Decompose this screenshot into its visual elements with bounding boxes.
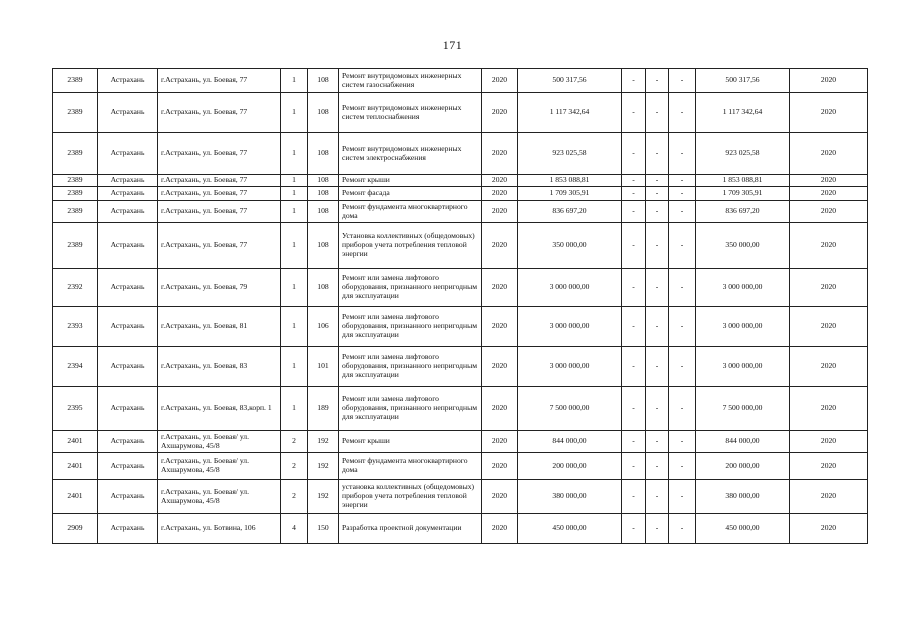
floors-cell: 1 [281, 133, 308, 175]
total-cost-cell: 350 000,00 [696, 223, 790, 269]
year-cell: 2020 [482, 175, 518, 187]
apartments-cell: 108 [308, 69, 339, 93]
completion-year-cell: 2020 [790, 431, 868, 453]
apartments-cell: 108 [308, 201, 339, 223]
dash-cell-1: - [622, 201, 646, 223]
row-number: 2389 [53, 201, 98, 223]
floors-cell: 1 [281, 387, 308, 431]
year-cell: 2020 [482, 453, 518, 480]
row-number: 2401 [53, 453, 98, 480]
dash-cell-3: - [669, 187, 696, 201]
total-cost-cell: 200 000,00 [696, 453, 790, 480]
dash-cell-3: - [669, 431, 696, 453]
total-cost-cell: 844 000,00 [696, 431, 790, 453]
address-cell: г.Астрахань, ул. Боевая, 77 [158, 93, 281, 133]
city-cell: Астрахань [98, 514, 158, 544]
completion-year-cell: 2020 [790, 133, 868, 175]
year-cell: 2020 [482, 93, 518, 133]
floors-cell: 2 [281, 431, 308, 453]
city-cell: Астрахань [98, 223, 158, 269]
floors-cell: 1 [281, 187, 308, 201]
dash-cell-3: - [669, 201, 696, 223]
work-type-cell: Ремонт внутридомовых инженерных систем электроснабжения [339, 133, 482, 175]
year-cell: 2020 [482, 307, 518, 347]
work-type-cell: Ремонт фасада [339, 187, 482, 201]
row-number: 2395 [53, 387, 98, 431]
floors-cell: 2 [281, 480, 308, 514]
completion-year-cell: 2020 [790, 93, 868, 133]
total-cost-cell: 836 697,20 [696, 201, 790, 223]
address-cell: г.Астрахань, ул. Боевая/ ул. Ахшарумова, 45/8 [158, 453, 281, 480]
row-number: 2401 [53, 431, 98, 453]
address-cell: г.Астрахань, ул. Боевая, 83 [158, 347, 281, 387]
city-cell: Астрахань [98, 269, 158, 307]
table-row [53, 347, 868, 387]
city-cell: Астрахань [98, 480, 158, 514]
completion-year-cell: 2020 [790, 347, 868, 387]
table-row [53, 387, 868, 431]
total-cost-cell: 923 025,58 [696, 133, 790, 175]
dash-cell-1: - [622, 307, 646, 347]
year-cell: 2020 [482, 187, 518, 201]
address-cell: г.Астрахань, ул. Боевая, 77 [158, 201, 281, 223]
apartments-cell: 108 [308, 187, 339, 201]
dash-cell-2: - [646, 175, 669, 187]
dash-cell-1: - [622, 453, 646, 480]
dash-cell-3: - [669, 307, 696, 347]
address-cell: г.Астрахань, ул. Боевая, 77 [158, 187, 281, 201]
total-cost-cell: 1 117 342,64 [696, 93, 790, 133]
dash-cell-3: - [669, 347, 696, 387]
cost-cell: 450 000,00 [518, 514, 622, 544]
completion-year-cell: 2020 [790, 307, 868, 347]
total-cost-cell: 1 709 305,91 [696, 187, 790, 201]
dash-cell-3: - [669, 453, 696, 480]
table-row [53, 69, 868, 93]
address-cell: г.Астрахань, ул. Ботвина, 106 [158, 514, 281, 544]
year-cell: 2020 [482, 514, 518, 544]
table-row [53, 93, 868, 133]
completion-year-cell: 2020 [790, 187, 868, 201]
apartments-cell: 192 [308, 453, 339, 480]
year-cell: 2020 [482, 269, 518, 307]
floors-cell: 2 [281, 453, 308, 480]
city-cell: Астрахань [98, 453, 158, 480]
city-cell: Астрахань [98, 93, 158, 133]
dash-cell-1: - [622, 347, 646, 387]
dash-cell-3: - [669, 387, 696, 431]
total-cost-cell: 7 500 000,00 [696, 387, 790, 431]
row-number: 2389 [53, 187, 98, 201]
dash-cell-2: - [646, 480, 669, 514]
work-type-cell: Разработка проектной документации [339, 514, 482, 544]
work-type-cell: Ремонт крыши [339, 431, 482, 453]
apartments-cell: 108 [308, 269, 339, 307]
address-cell: г.Астрахань, ул. Боевая, 77 [158, 133, 281, 175]
year-cell: 2020 [482, 480, 518, 514]
row-number: 2389 [53, 175, 98, 187]
table-row [53, 175, 868, 187]
row-number: 2394 [53, 347, 98, 387]
completion-year-cell: 2020 [790, 175, 868, 187]
cost-cell: 3 000 000,00 [518, 269, 622, 307]
floors-cell: 1 [281, 269, 308, 307]
cost-cell: 500 317,56 [518, 69, 622, 93]
total-cost-cell: 380 000,00 [696, 480, 790, 514]
dash-cell-1: - [622, 175, 646, 187]
cost-cell: 1 709 305,91 [518, 187, 622, 201]
cost-cell: 844 000,00 [518, 431, 622, 453]
work-type-cell: Ремонт внутридомовых инженерных систем теплоснабжения [339, 93, 482, 133]
total-cost-cell: 450 000,00 [696, 514, 790, 544]
work-type-cell: Ремонт или замена лифтового оборудования, признанного непригодным для эксплуатации [339, 307, 482, 347]
completion-year-cell: 2020 [790, 480, 868, 514]
address-cell: г.Астрахань, ул. Боевая, 77 [158, 69, 281, 93]
dash-cell-1: - [622, 269, 646, 307]
dash-cell-2: - [646, 201, 669, 223]
row-number: 2909 [53, 514, 98, 544]
dash-cell-1: - [622, 69, 646, 93]
row-number: 2389 [53, 223, 98, 269]
table-row [53, 187, 868, 201]
year-cell: 2020 [482, 69, 518, 93]
cost-cell: 836 697,20 [518, 201, 622, 223]
city-cell: Астрахань [98, 201, 158, 223]
dash-cell-2: - [646, 307, 669, 347]
floors-cell: 1 [281, 93, 308, 133]
dash-cell-2: - [646, 223, 669, 269]
work-type-cell: Ремонт крыши [339, 175, 482, 187]
work-type-cell: Ремонт фундамента многоквартирного дома [339, 201, 482, 223]
address-cell: г.Астрахань, ул. Боевая, 77 [158, 175, 281, 187]
dash-cell-1: - [622, 187, 646, 201]
address-cell: г.Астрахань, ул. Боевая, 81 [158, 307, 281, 347]
floors-cell: 1 [281, 201, 308, 223]
work-type-cell: Ремонт или замена лифтового оборудования, признанного непригодным для эксплуатации [339, 269, 482, 307]
dash-cell-1: - [622, 431, 646, 453]
table-row [53, 307, 868, 347]
dash-cell-3: - [669, 133, 696, 175]
address-cell: г.Астрахань, ул. Боевая, 77 [158, 223, 281, 269]
cost-cell: 350 000,00 [518, 223, 622, 269]
address-cell: г.Астрахань, ул. Боевая/ ул. Ахшарумова, 45/8 [158, 480, 281, 514]
dash-cell-3: - [669, 223, 696, 269]
cost-cell: 7 500 000,00 [518, 387, 622, 431]
cost-cell: 380 000,00 [518, 480, 622, 514]
floors-cell: 4 [281, 514, 308, 544]
work-type-cell: Ремонт или замена лифтового оборудования, признанного непригодным для эксплуатации [339, 387, 482, 431]
city-cell: Астрахань [98, 431, 158, 453]
dash-cell-1: - [622, 387, 646, 431]
work-type-cell: Ремонт фундамента многоквартирного дома [339, 453, 482, 480]
year-cell: 2020 [482, 201, 518, 223]
completion-year-cell: 2020 [790, 269, 868, 307]
work-type-cell: Установка коллективных (общедомовых) приборов учета потребления тепловой энергии [339, 223, 482, 269]
cost-cell: 3 000 000,00 [518, 347, 622, 387]
apartments-cell: 192 [308, 431, 339, 453]
completion-year-cell: 2020 [790, 223, 868, 269]
apartments-cell: 108 [308, 223, 339, 269]
completion-year-cell: 2020 [790, 201, 868, 223]
completion-year-cell: 2020 [790, 514, 868, 544]
year-cell: 2020 [482, 347, 518, 387]
table-row [53, 480, 868, 514]
dash-cell-3: - [669, 93, 696, 133]
dash-cell-3: - [669, 514, 696, 544]
dash-cell-3: - [669, 175, 696, 187]
dash-cell-3: - [669, 269, 696, 307]
row-number: 2392 [53, 269, 98, 307]
table-row [53, 269, 868, 307]
dash-cell-2: - [646, 133, 669, 175]
row-number: 2393 [53, 307, 98, 347]
dash-cell-1: - [622, 480, 646, 514]
total-cost-cell: 500 317,56 [696, 69, 790, 93]
cost-cell: 1 853 088,81 [518, 175, 622, 187]
row-number: 2389 [53, 69, 98, 93]
work-type-cell: Ремонт или замена лифтового оборудования, признанного непригодным для эксплуатации [339, 347, 482, 387]
completion-year-cell: 2020 [790, 453, 868, 480]
table-row [53, 514, 868, 544]
city-cell: Астрахань [98, 175, 158, 187]
dash-cell-1: - [622, 223, 646, 269]
apartments-cell: 108 [308, 175, 339, 187]
cost-cell: 1 117 342,64 [518, 93, 622, 133]
row-number: 2389 [53, 133, 98, 175]
dash-cell-3: - [669, 69, 696, 93]
table-row [53, 201, 868, 223]
total-cost-cell: 1 853 088,81 [696, 175, 790, 187]
year-cell: 2020 [482, 133, 518, 175]
city-cell: Астрахань [98, 69, 158, 93]
table-row [53, 431, 868, 453]
dash-cell-2: - [646, 93, 669, 133]
address-cell: г.Астрахань, ул. Боевая, 83,корп. 1 [158, 387, 281, 431]
address-cell: г.Астрахань, ул. Боевая/ ул. Ахшарумова, 45/8 [158, 431, 281, 453]
apartments-cell: 108 [308, 133, 339, 175]
floors-cell: 1 [281, 347, 308, 387]
completion-year-cell: 2020 [790, 387, 868, 431]
apartments-cell: 150 [308, 514, 339, 544]
city-cell: Астрахань [98, 133, 158, 175]
city-cell: Астрахань [98, 387, 158, 431]
apartments-cell: 106 [308, 307, 339, 347]
city-cell: Астрахань [98, 347, 158, 387]
dash-cell-2: - [646, 347, 669, 387]
floors-cell: 1 [281, 175, 308, 187]
dash-cell-2: - [646, 269, 669, 307]
city-cell: Астрахань [98, 187, 158, 201]
work-type-cell: Ремонт внутридомовых инженерных систем газоснабжения [339, 69, 482, 93]
dash-cell-2: - [646, 187, 669, 201]
floors-cell: 1 [281, 307, 308, 347]
work-type-cell: установка коллективных (общедомовых) приборов учета потребления тепловой энергии [339, 480, 482, 514]
cost-cell: 923 025,58 [518, 133, 622, 175]
dash-cell-2: - [646, 431, 669, 453]
total-cost-cell: 3 000 000,00 [696, 307, 790, 347]
apartments-cell: 192 [308, 480, 339, 514]
year-cell: 2020 [482, 431, 518, 453]
city-cell: Астрахань [98, 307, 158, 347]
apartments-cell: 189 [308, 387, 339, 431]
dash-cell-1: - [622, 133, 646, 175]
row-number: 2401 [53, 480, 98, 514]
capital-repair-table [52, 68, 868, 544]
dash-cell-1: - [622, 93, 646, 133]
floors-cell: 1 [281, 223, 308, 269]
table-row [53, 133, 868, 175]
completion-year-cell: 2020 [790, 69, 868, 93]
dash-cell-2: - [646, 514, 669, 544]
apartments-cell: 101 [308, 347, 339, 387]
total-cost-cell: 3 000 000,00 [696, 269, 790, 307]
total-cost-cell: 3 000 000,00 [696, 347, 790, 387]
address-cell: г.Астрахань, ул. Боевая, 79 [158, 269, 281, 307]
dash-cell-3: - [669, 480, 696, 514]
apartments-cell: 108 [308, 93, 339, 133]
cost-cell: 3 000 000,00 [518, 307, 622, 347]
dash-cell-2: - [646, 453, 669, 480]
year-cell: 2020 [482, 223, 518, 269]
row-number: 2389 [53, 93, 98, 133]
page-number: 171 [442, 38, 463, 52]
cost-cell: 200 000,00 [518, 453, 622, 480]
floors-cell: 1 [281, 69, 308, 93]
table-row [53, 453, 868, 480]
dash-cell-1: - [622, 514, 646, 544]
dash-cell-2: - [646, 387, 669, 431]
dash-cell-2: - [646, 69, 669, 93]
table-row [53, 223, 868, 269]
year-cell: 2020 [482, 387, 518, 431]
